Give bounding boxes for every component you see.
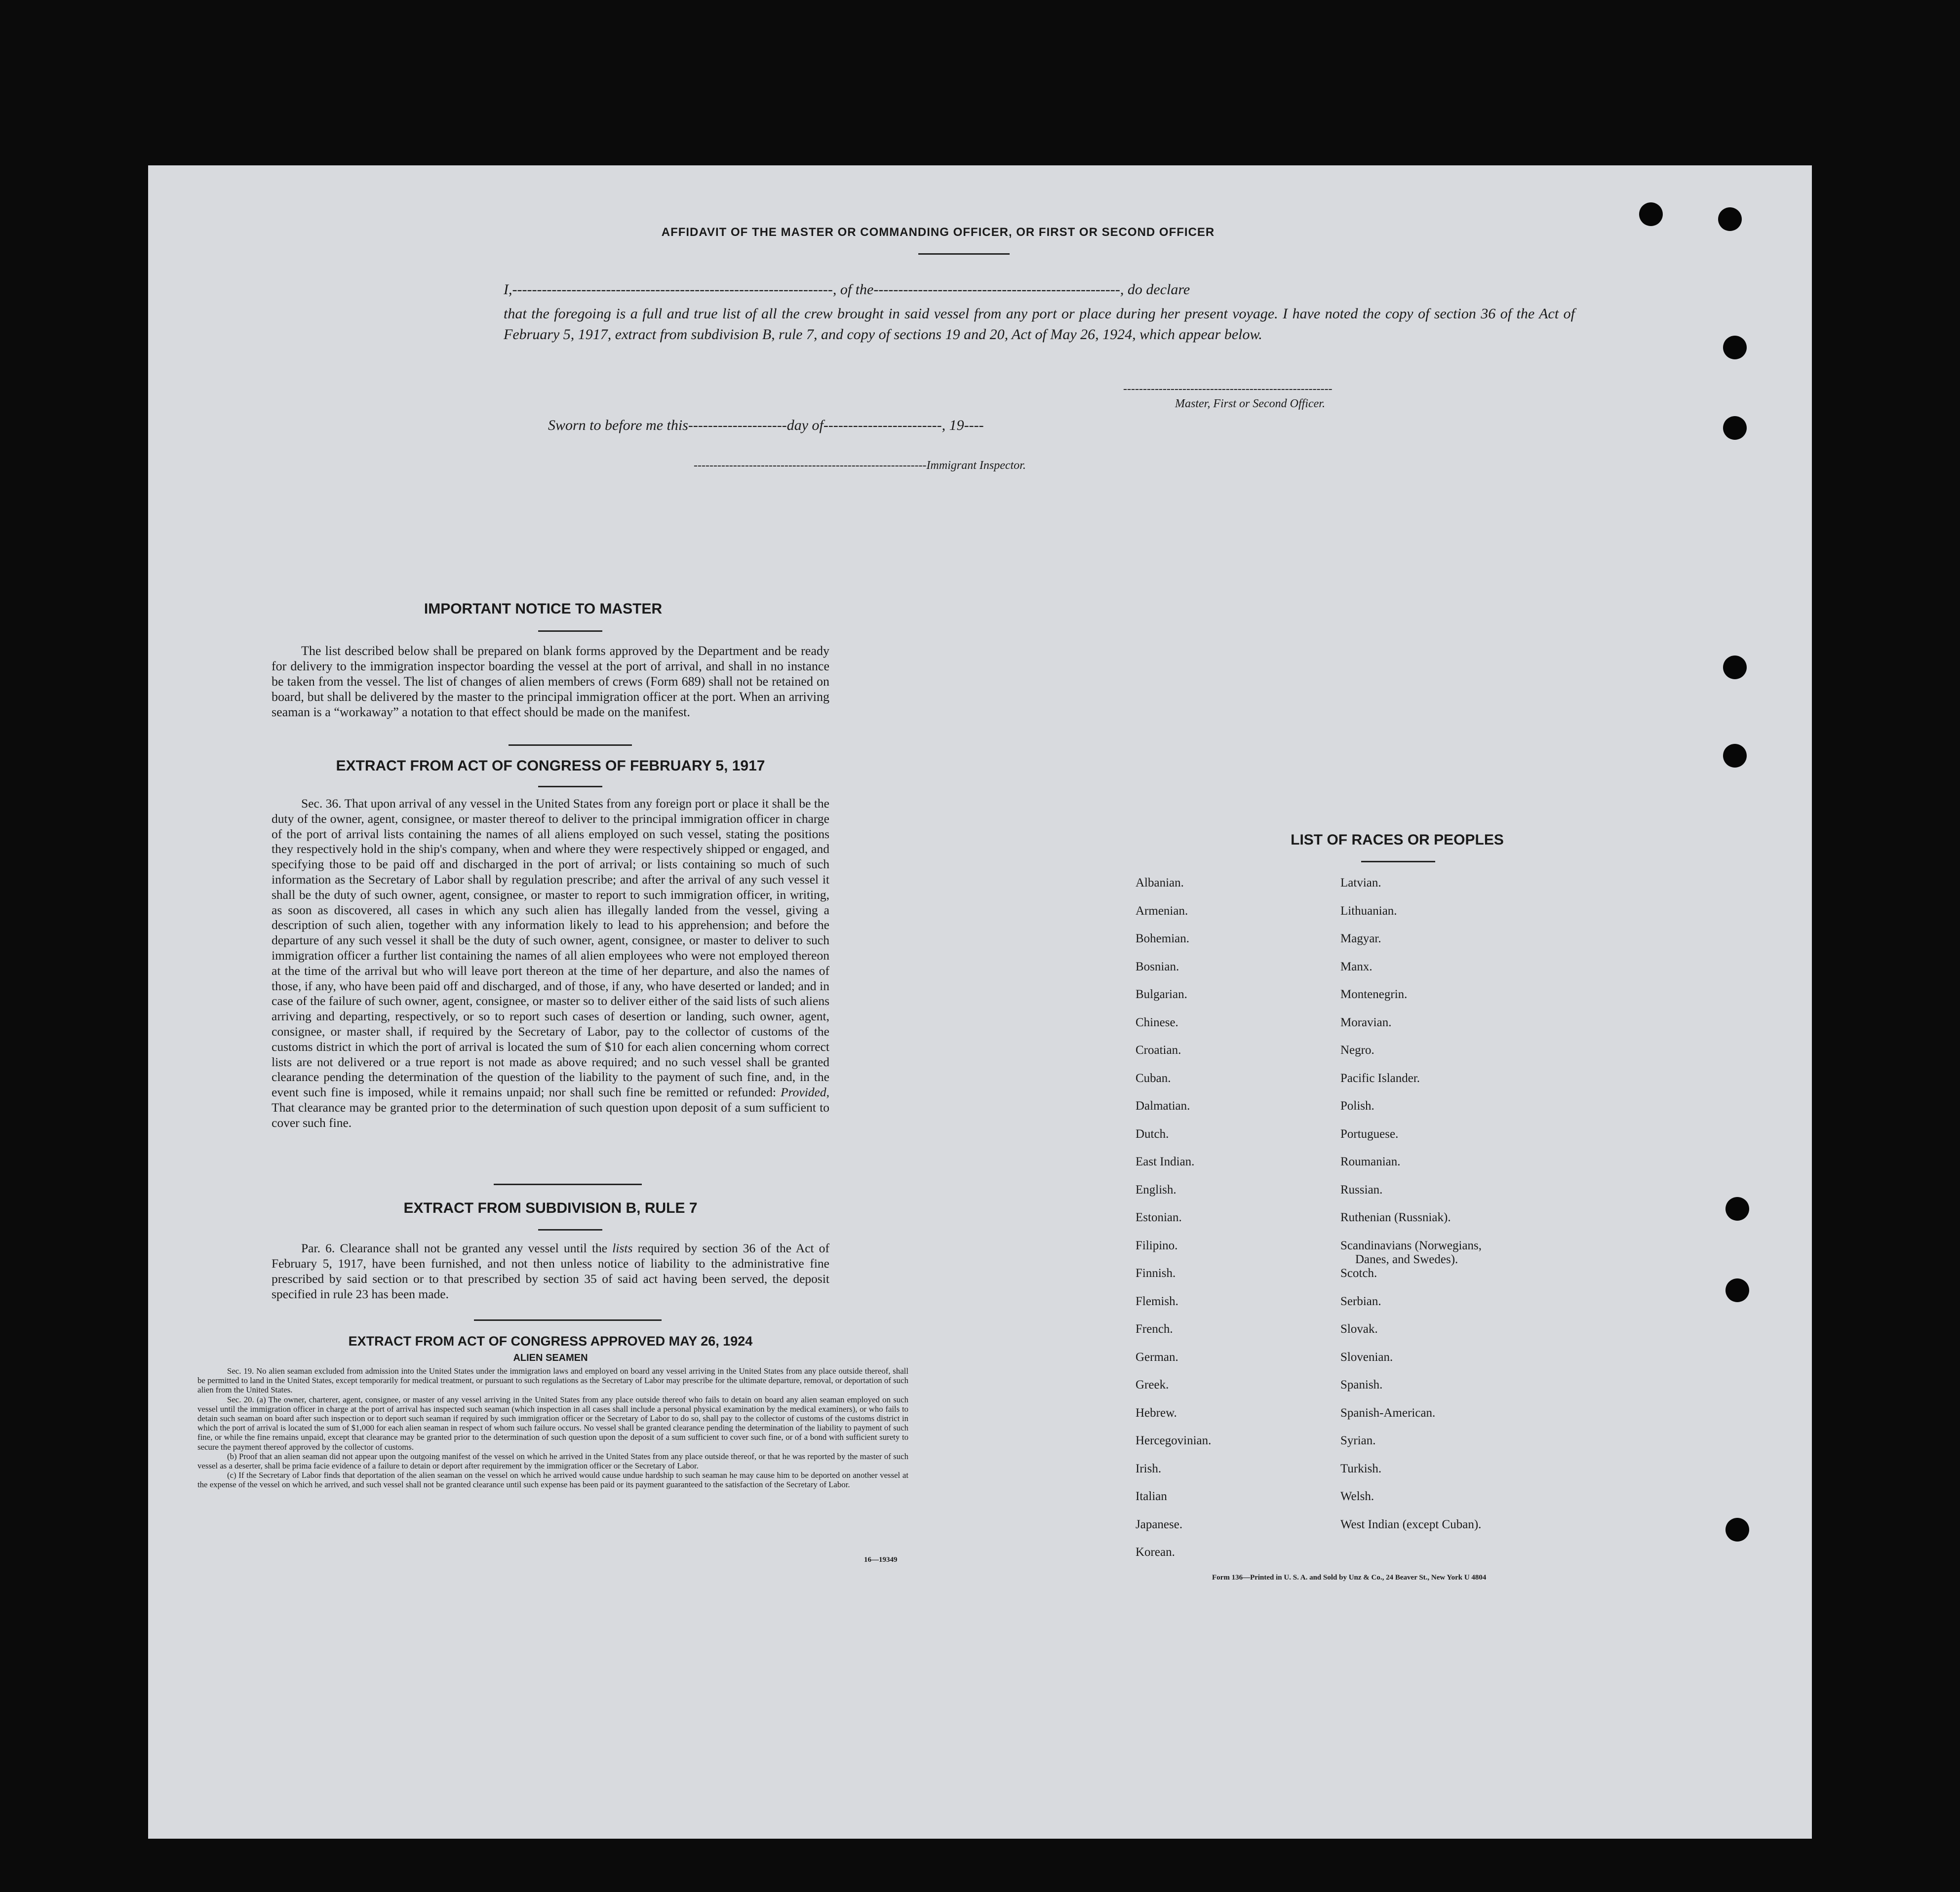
race-item: Scandinavians (Norwegians, xyxy=(1340,1238,1482,1252)
race-item: Hercegovinian. xyxy=(1136,1434,1212,1447)
divider xyxy=(538,1229,602,1231)
section-text: That upon arrival of any vessel in the United States from any foreign port or place it shall be the duty of the owner, agent, consignee, or master thereof to deliver to the principal immigration officer in charge of the port of arrival lists containing the names of all aliens employed on such vessel, stating the positions they respectively hold in the ship's company, when and where they were respectively shipped or engaged, and specifying those to be paid off and discharged in the port of arrival; or lists containing so much of such information as the Secretary of Labor shall by regulation prescribe; and after the arrival of any such vessel it shall be the duty of such owner, agent, consignee, or master to report to such immigration officer, in writing, as soon as discovered, all cases in which any such alien has illegally landed from the vessel, giving a description of such alien, together with any information likely to lead to his apprehension; and before the departure of any such vessel it shall be the duty of such owner, agent, consignee, or master to deliver to such immigration officer a further list containing the names of all alien employees who were not employed thereon at the time of the arrival but who will leave port thereon at the time of her departure, and also the names of those, if any, who have been paid off and discharged, and of those, if any, who have deserted or landed; and in case of the failure of such owner, agent, consignee, or master so to deliver either of the said lists of such aliens arriving and departing, respectively, or so to report such cases of desertion or landing, such owner, agent, consignee, or master shall, if required by the Secretary of Labor, pay to the collector of customs of the customs district in which the port of arrival is located the sum of $10 for each alien concerning whom correct lists are not delivered or a true report is not made as above required; and no such vessel shall be granted clearance pending the determination of the question of the liability to the payment of such fine, and, in the event such fine is imposed, while it remains unpaid; nor shall such fine be remitted or refunded: xyxy=(272,796,829,1100)
race-item: Ruthenian (Russniak). xyxy=(1340,1211,1451,1224)
notice-title: IMPORTANT NOTICE TO MASTER xyxy=(424,601,663,617)
race-item: Syrian. xyxy=(1340,1434,1376,1447)
race-item: Montenegrin. xyxy=(1340,988,1408,1001)
race-item: Estonian. xyxy=(1136,1211,1182,1224)
race-item: Albanian. xyxy=(1136,876,1184,889)
punch-hole xyxy=(1723,744,1747,768)
race-item: Bosnian. xyxy=(1136,960,1179,973)
form-printer-line: Form 136—Printed in U. S. A. and Sold by Unz & Co., 24 Beaver St., New York U 4804 xyxy=(1212,1574,1487,1582)
rule7-title: EXTRACT FROM SUBDIVISION B, RULE 7 xyxy=(403,1200,698,1216)
blank-line: ----------------------------------------------------------- xyxy=(694,459,927,472)
paragraph-text: Clearance shall not be granted any vessel until the xyxy=(340,1241,608,1255)
punch-hole xyxy=(1725,1518,1749,1542)
section-20a-text: Sec. 20. (a) The owner, charterer, agent, consignee, or master of any vessel arriving in the United States from any place outside thereof who fails to detain on board any alien seaman employed on such vessel until the immigration officer in charge at the port of arrival has inspected such seaman (which inspection in all cases shall include a personal physical examination by the medical examiners), or who fails to detain such seaman on board after such inspection or to deport such seaman if required by such immigration officer or the Secretary of Labor to do so, shall pay to the collector of customs of the customs district in which the port of arrival is located the sum of $1,000 for each alien seaman in respect of whom such failure occurs. No vessel shall be granted clearance pending the determination of the liability to payment of such fine, or while the fine remains unpaid, except that clearance may be granted prior to the determination of such question upon the deposit of a sum sufficient to cover such fine, or of a bond with sufficient surety to secure the payment thereof approved by the collector of customs. xyxy=(197,1394,908,1452)
notice-body: The list described below shall be prepared on blank forms approved by the Department and be ready for delivery to the immigration inspector boarding the vessel at the port of arrival, and shall in no instance be taken from the vessel. The list of changes of alien members of crews (Form 689) shall not be retained on board, but shall be delivered by the master to the principal immigration officer at the port. When an arriving seaman is a “workaway” a notation to that effect should be made on the manifest. xyxy=(272,644,829,719)
signature-label: Master, First or Second Officer. xyxy=(1175,397,1325,410)
divider xyxy=(474,1319,662,1321)
race-item: Irish. xyxy=(1136,1462,1162,1475)
section-text-end: That clearance may be granted prior to the determination of such question upon deposit of a sum sufficient to cover such fine. xyxy=(272,1100,829,1130)
race-item: Portuguese. xyxy=(1340,1127,1399,1141)
race-item: Slovenian. xyxy=(1340,1350,1393,1364)
divider xyxy=(918,253,1010,255)
sworn-line xyxy=(548,417,984,434)
paragraph-label: Par. 6. xyxy=(301,1241,335,1255)
race-item: Bohemian. xyxy=(1136,932,1190,945)
year-prefix: , 19 xyxy=(941,417,964,433)
blank-line: ------------------------ xyxy=(823,417,942,433)
section-20b-text: (b) Proof that an alien seaman did not appear upon the outgoing manifest of the vessel on which he arrived in the United States from any place outside thereof, or that he was reported by the master of such vessel as a deserter, shall be prima facie evidence of a failure to detain or deport after requirement by the immigration officer or the Secretary of Labor. xyxy=(197,1451,908,1471)
punch-hole xyxy=(1725,1197,1749,1221)
race-item: Scotch. xyxy=(1340,1267,1377,1280)
extract-1917-body xyxy=(272,796,829,1131)
blank-line: -------------------- xyxy=(688,417,787,433)
race-item: Italian xyxy=(1136,1490,1167,1503)
punch-hole xyxy=(1639,202,1663,226)
divider xyxy=(494,1184,642,1185)
race-item: Manx. xyxy=(1340,960,1372,973)
punch-hole xyxy=(1723,336,1747,359)
blank-line: -------------------------------------------------- xyxy=(873,281,1120,298)
race-item: English. xyxy=(1136,1183,1176,1197)
divider xyxy=(538,786,602,787)
race-item: Russian. xyxy=(1340,1183,1383,1197)
races-title: LIST OF RACES OR PEOPLES xyxy=(1291,832,1504,848)
race-item: Flemish. xyxy=(1136,1294,1178,1308)
race-item: Turkish. xyxy=(1340,1462,1382,1475)
race-item: Filipino. xyxy=(1136,1238,1178,1252)
extract-1917-title: EXTRACT FROM ACT OF CONGRESS OF FEBRUARY 5, 1917 xyxy=(336,758,765,774)
race-item: Pacific Islander. xyxy=(1340,1071,1420,1085)
divider xyxy=(509,744,632,746)
race-item: Spanish-American. xyxy=(1340,1406,1436,1420)
race-item: Chinese. xyxy=(1136,1015,1178,1029)
race-item: Roumanian. xyxy=(1340,1155,1401,1168)
inspector-label: Immigrant Inspector. xyxy=(926,459,1026,472)
race-item: Moravian. xyxy=(1340,1015,1392,1029)
day-of: day of xyxy=(786,417,823,433)
race-item: Spanish. xyxy=(1340,1378,1383,1391)
alien-seamen-subtitle: ALIEN SEAMEN xyxy=(513,1352,588,1363)
inspector-line xyxy=(694,459,1026,472)
document-page xyxy=(148,165,1812,1839)
section-label: Sec. 36. xyxy=(301,796,342,811)
race-item: Cuban. xyxy=(1136,1071,1171,1085)
section-19-text: Sec. 19. No alien seaman excluded from admission into the United States under the immigration laws and employed on board any vessel arriving in the United States from any place outside thereof, shall be permitted to land in the United States, except temporarily for medical treatment, or pursuant to such regulations as the Secretary of Labor may prescribe for the ultimate departure, removal, or deportation of such alien from the United States. xyxy=(197,1366,908,1395)
affidavit-paragraph: that the foregoing is a full and true list of all the crew brought in said vessel from any port or place during her present voyage. I have noted the copy of section 36 of the Act of February 5, 1917, extract from subdivision B, rule 7, and copy of sections 19 and 20, Act of May 26, 1924, which appear below. xyxy=(504,306,1575,343)
race-item: Latvian. xyxy=(1340,876,1381,889)
divider xyxy=(538,630,602,632)
rule7-body xyxy=(272,1240,829,1302)
affidavit-i: I, xyxy=(504,281,512,298)
race-item: West Indian (except Cuban). xyxy=(1340,1517,1482,1531)
signature-dashes: ----------------------------------------------------- xyxy=(1123,383,1333,395)
race-item: Bulgarian. xyxy=(1136,988,1187,1001)
race-item: Hebrew. xyxy=(1136,1406,1177,1420)
punch-hole xyxy=(1723,656,1747,679)
affidavit-do-declare: , do declare xyxy=(1120,281,1190,298)
race-item: Magyar. xyxy=(1340,932,1381,945)
provided-word: Provided, xyxy=(781,1085,830,1100)
punch-hole xyxy=(1718,207,1742,231)
race-item: Negro. xyxy=(1340,1043,1374,1057)
sworn-text: Sworn to before me this xyxy=(548,417,688,433)
race-item: Dutch. xyxy=(1136,1127,1169,1141)
lists-word: lists xyxy=(612,1241,633,1255)
blank-line: ---- xyxy=(964,417,984,433)
race-item: East Indian. xyxy=(1136,1155,1195,1168)
race-item: Polish. xyxy=(1340,1099,1374,1113)
race-item: Croatian. xyxy=(1136,1043,1181,1057)
race-item: Finnish. xyxy=(1136,1267,1176,1280)
extract-1924-title: EXTRACT FROM ACT OF CONGRESS APPROVED MAY 26, 1924 xyxy=(348,1334,753,1349)
race-item: Korean. xyxy=(1136,1545,1175,1559)
affidavit-of-the: , of the xyxy=(832,281,874,298)
blank-line: ----------------------------------------------------------------- xyxy=(512,281,833,298)
race-item: Armenian. xyxy=(1136,904,1188,918)
section-20c-text: (c) If the Secretary of Labor finds that deportation of the alien seaman on the vessel on which he arrived would cause undue hardship to such seaman he may cause him to be deported on another vessel at the expense of the vessel on which he arrived, and such vessel shall not be granted clearance until such expense has been paid or its payment guaranteed to the satisfaction of the Secretary of Labor. xyxy=(197,1470,908,1490)
race-item: Japanese. xyxy=(1136,1517,1183,1531)
paragraph-text-end: required by section 36 of the Act of February 5, 1917, have been furnished, and not then unless notice of liability to the administrative fine prescribed by said section or to that prescribed by section 35 of said act having been served, the deposit specified in rule 23 has been made. xyxy=(272,1241,830,1301)
race-item: Greek. xyxy=(1136,1378,1169,1391)
punch-hole xyxy=(1723,416,1747,440)
affidavit-title: AFFIDAVIT OF THE MASTER OR COMMANDING OFFICER, OR FIRST OR SECOND OFFICER xyxy=(661,226,1215,239)
race-item: Dalmatian. xyxy=(1136,1099,1190,1113)
race-item: German. xyxy=(1136,1350,1178,1364)
form-code: 16—19349 xyxy=(864,1556,898,1564)
affidavit-declaration-line xyxy=(504,281,1575,298)
race-item: Lithuanian. xyxy=(1340,904,1397,918)
punch-hole xyxy=(1725,1278,1749,1302)
race-item: Slovak. xyxy=(1340,1322,1378,1336)
race-item: Serbian. xyxy=(1340,1294,1381,1308)
race-item: French. xyxy=(1136,1322,1173,1336)
race-item: Danes, and Swedes). xyxy=(1355,1252,1458,1266)
race-item: Welsh. xyxy=(1340,1490,1374,1503)
divider xyxy=(1361,861,1435,862)
extract-1924-body xyxy=(197,1366,908,1490)
